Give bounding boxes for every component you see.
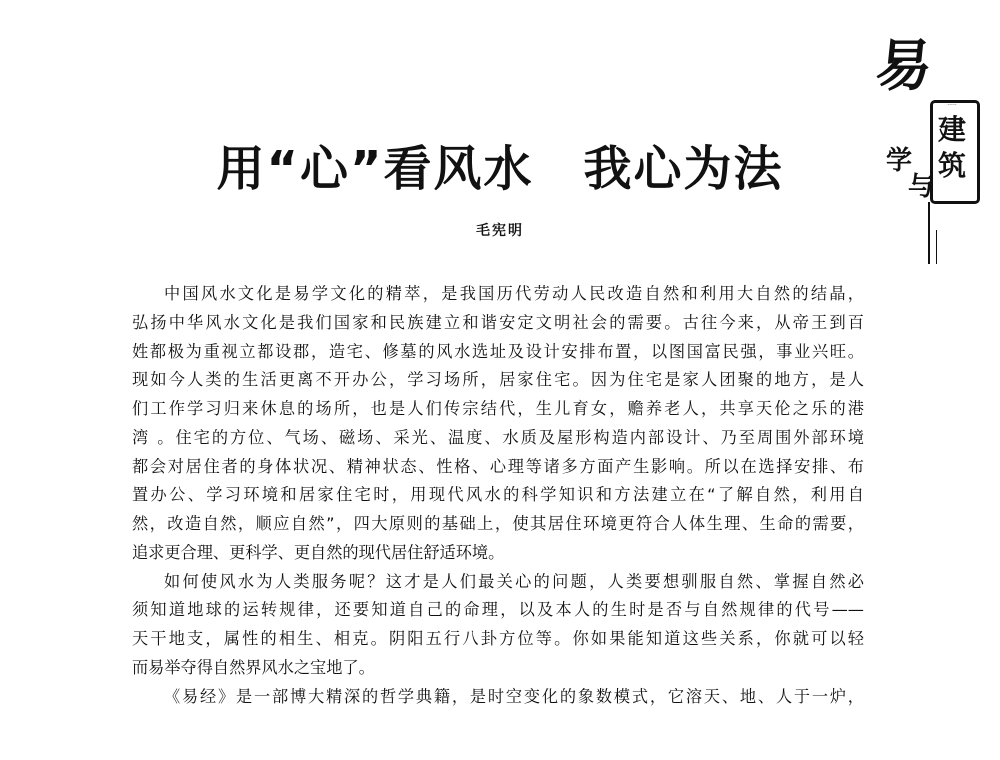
text-line: 追求更合理、更科学、更自然的现代居住舒适环境。 xyxy=(132,542,505,562)
logo-char-xue: 学 xyxy=(886,146,913,176)
article-author: 毛宪明 xyxy=(476,223,524,239)
logo-char-zhu: 筑 xyxy=(937,149,966,182)
text-line: 置办公、学习环境和居家住宅时，用现代风水的科学知识和方法建立在“了解自然，利用自 xyxy=(132,485,864,505)
article-title: 用“心”看风水 我心为法 xyxy=(216,141,784,197)
text-line: 《易经》是一部博大精深的哲学典籍，是时空变化的象数模式，它溶天、地、人于一炉， xyxy=(164,686,864,706)
text-line: 都会对居住者的身体状况、精神状态、性格、心理等诸多方面产生影响。所以在选择安排、布 xyxy=(132,456,864,476)
logo-char-yu: 与 xyxy=(908,172,935,202)
text-line: 弘扬中华风水文化是我们国家和民族建立和谐安定文明社会的需要。古往今来，从帝王到百 xyxy=(132,312,864,332)
text-line: 须知道地球的运转规律，还要知道自己的命理，以及本人的生时是否与自然规律的代号—— xyxy=(132,600,864,620)
text-line: 姓都极为重视立都设郡，造宅、修墓的风水选址及设计安排布置，以图国富民强，事业兴旺。 xyxy=(132,341,864,361)
logo-char-jian: 建 xyxy=(937,113,966,146)
text-line: 中国风水文化是易学文化的精萃，是我国历代劳动人民改造自然和利用大自然的结晶， xyxy=(164,284,864,303)
logo-tiny-label: ····· xyxy=(947,102,957,109)
logo-char-yi: 易 xyxy=(872,33,936,99)
text-line: 然，改造自然，顺应自然”，四大原则的基础上，使其居住环境更符合人体生理、生命的需要， xyxy=(132,514,864,533)
text-line: 们工作学习归来休息的场所，也是人们传宗结代，生儿育女，赡养老人，共享天伦之乐的港 xyxy=(132,399,864,418)
text-line: 而易举夺得自然界风水之宝地了。 xyxy=(132,657,375,677)
text-line: 天干地支，属性的相生、相克。阴阳五行八卦方位等。你如果能知道这些关系，你就可以轻 xyxy=(132,629,864,648)
article-body xyxy=(132,280,864,711)
text-line: 现如今人类的生活更离不开办公，学习场所，居家住宅。因为住宅是家人团聚的地方，是人 xyxy=(132,370,864,390)
text-line: 湾 。住宅的方位、气场、磁场、采光、温度、水质及屋形构造内部设计、乃至周围外部环境 xyxy=(132,427,864,447)
text-line: 如何使风水为人类服务呢？这才是人们最关心的问题，人类要想驯服自然、掌握自然必 xyxy=(164,571,864,591)
